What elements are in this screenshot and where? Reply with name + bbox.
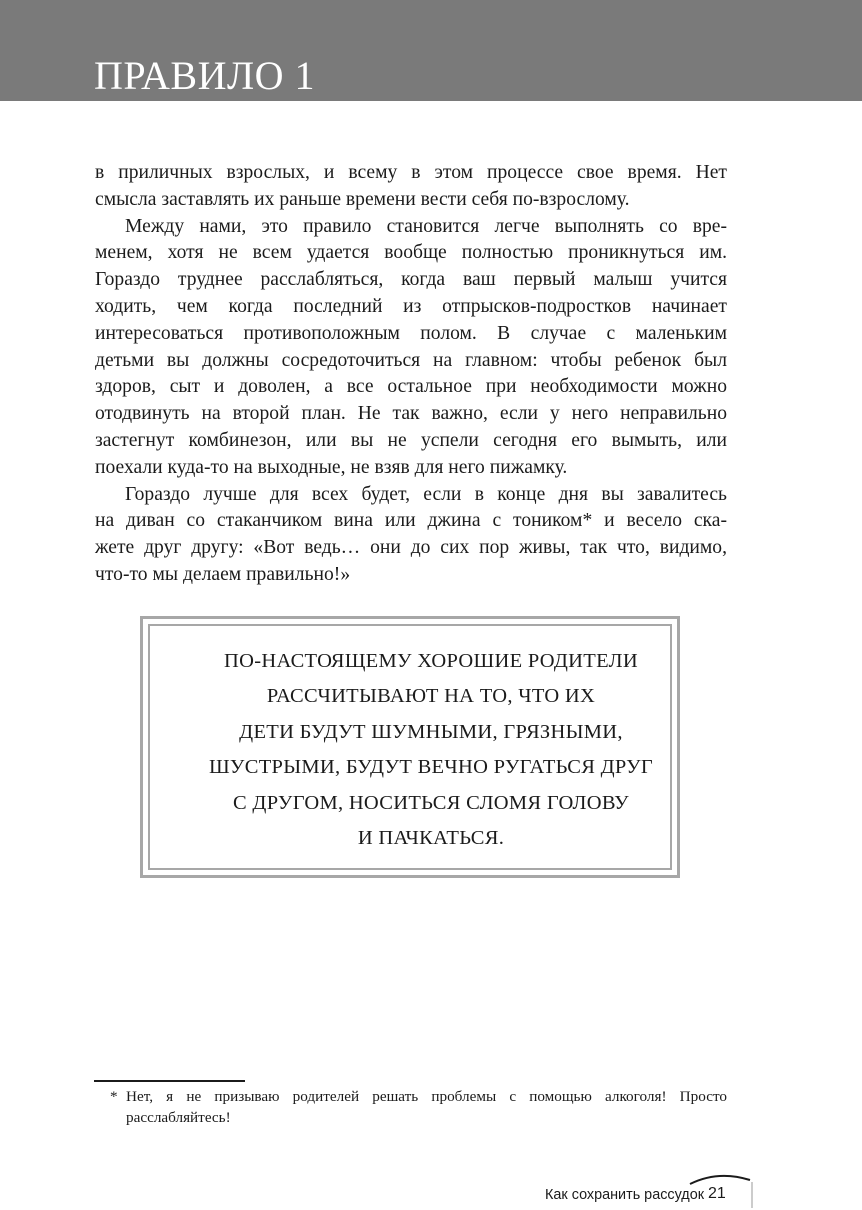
body-line: Гораздо труднее расслабляться, когда ваш первый малыш учится [95,269,727,291]
body-line: отодвинуть на второй план. Не так важно, если у него неправильно [95,403,727,425]
running-footer-title: Как сохранить рассудок [545,1187,704,1203]
pull-quote-line: ДЕТИ БУДУТ ШУМНЫМИ, ГРЯЗНЫМИ, [239,720,623,743]
body-line: что-то мы делаем правильно!» [95,563,351,585]
pull-quote-line: ШУСТРЫМИ, БУДУТ ВЕЧНО РУГАТЬСЯ ДРУГ [208,756,654,779]
pull-quote-line: РАССЧИТЫВАЮТ НА ТО, ЧТО ИХ [266,685,596,708]
pull-quote-line: ПО-НАСТОЯЩЕМУ ХОРОШИЕ РОДИТЕЛИ [224,650,638,672]
body-line: жете друг другу: «Вот ведь… они до сих пор живы, так что, видимо, [95,537,727,559]
footnote [110,1086,727,1128]
footnote-line [110,1086,727,1107]
pull-quote [0,644,862,856]
footnote-marker: * [110,1088,118,1105]
body-line: здоров, сыт и доволен, а все остальное при необходимости можно [95,376,727,398]
body-line: менем, хотя не всем удается вообще полностью проникнуться им. [95,242,727,264]
chapter-title: ПРАВИЛО 1 [94,53,315,98]
footnote-line: расслабляйтесь! [126,1109,231,1126]
footnote-divider [94,1080,245,1082]
body-text [95,160,727,589]
page-number: 21 [708,1185,726,1202]
pull-quote-line: С ДРУГОМ, НОСИТЬСЯ СЛОМЯ ГОЛОВУ [233,791,629,814]
body-line: смысла заставлять их раньше времени вести себя по-взрослому. [95,188,630,210]
footnote-text-1: Нет, я не призываю родителей решать проблемы с помощью алкоголя! Просто [126,1088,727,1105]
body-line: на диван со стаканчиком вина или джина с тоником* и весело ска- [95,510,727,532]
body-line: поехали куда-то на выходные, не взяв для него пижамку. [95,456,568,478]
body-line: Гораздо лучше для всех будет, если в конце дня вы завалитесь [125,483,727,505]
body-line: Между нами, это правило становится легче выполнять со вре- [125,215,727,237]
body-line: детьми вы должны сосредоточиться на главном: чтобы ребенок был [95,349,727,371]
pull-quote-line: И ПАЧКАТЬСЯ. [357,827,505,850]
body-line: застегнут комбинезон, или вы не успели сегодня его вымыть, или [95,429,727,451]
body-line: в приличных взрослых, и всему в этом процессе свое время. Нет [95,162,727,183]
body-line: интересоваться противоположным полом. В случае с маленьким [95,322,727,344]
body-line: ходить, чем когда последний из отпрысков-подростков начинает [95,295,727,317]
